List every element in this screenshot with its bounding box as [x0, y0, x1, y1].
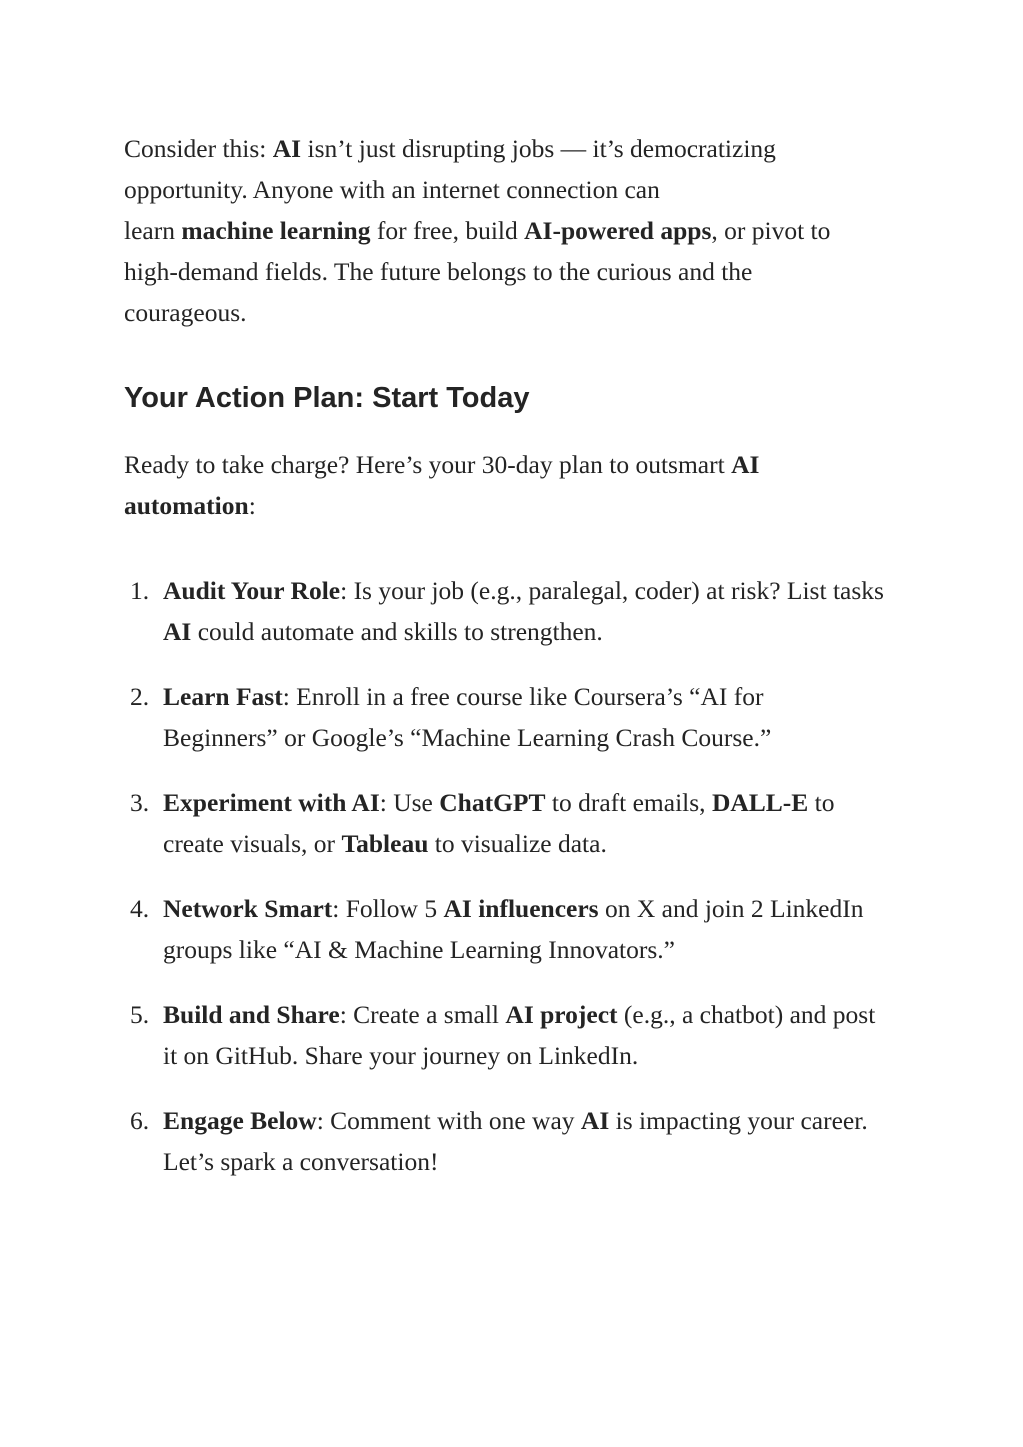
step-bold: ChatGPT	[439, 788, 546, 817]
step-bold: AI influencers	[443, 894, 599, 923]
list-number: 5.	[130, 1000, 150, 1029]
step-bold: DALL-E	[711, 788, 809, 817]
list-item	[124, 676, 884, 758]
step-text: : Enroll in a free course like Coursera’s “AI for Beginners” or Google’s “Machine Learning Crash Course.”	[163, 682, 772, 752]
step-bold: AI	[580, 1106, 610, 1135]
list-item	[124, 1100, 884, 1182]
section-heading: Your Action Plan: Start Today	[124, 382, 530, 414]
step-text: : Is your job (e.g., paralegal, coder) at risk? List tasks	[340, 576, 884, 605]
intro-text: isn’t just disrupting jobs — it’s democratizing opportunity. Anyone with an internet connection can	[124, 134, 776, 204]
step-title: Experiment with AI	[163, 788, 380, 817]
step-title: Build and Share	[163, 1000, 340, 1029]
lead-tail: :	[248, 491, 256, 520]
step-text: : Comment with one way	[316, 1106, 581, 1135]
intro-text: Consider this:	[124, 134, 273, 163]
intro-bold-ai: AI	[272, 134, 302, 163]
list-item	[124, 570, 884, 652]
step-title: Network Smart	[163, 894, 333, 923]
intro-text: , or pivot to high-demand fields. The future belongs to the curious and the courageous.	[124, 216, 831, 327]
lead-paragraph	[124, 444, 884, 526]
step-title: Engage Below	[163, 1106, 317, 1135]
list-item	[124, 888, 884, 970]
action-plan-list	[124, 570, 884, 1182]
step-bold: AI	[163, 617, 192, 646]
intro-text: for free, build	[370, 216, 525, 245]
step-title: Learn Fast	[163, 682, 283, 711]
step-text: on X and join 2 LinkedIn groups like “AI & Machine Learning Innovators.”	[163, 894, 864, 964]
list-number: 6.	[130, 1106, 150, 1135]
article-body	[124, 128, 884, 1206]
step-text: could automate and skills to strengthen.	[191, 617, 603, 646]
intro-bold-machine-learning: machine learning	[181, 216, 371, 245]
list-number: 3.	[130, 788, 150, 817]
step-text: to draft emails,	[545, 788, 712, 817]
intro-paragraph	[124, 128, 874, 333]
step-text: : Follow 5	[332, 894, 444, 923]
step-text: (e.g., a chatbot) and post it on GitHub. Share your journey on LinkedIn.	[163, 1000, 876, 1070]
list-number: 4.	[130, 894, 150, 923]
intro-text: learn	[124, 216, 182, 245]
list-item	[124, 782, 884, 864]
step-text: : Use	[379, 788, 440, 817]
step-bold: AI project	[505, 1000, 618, 1029]
step-text: to visualize data.	[428, 829, 607, 858]
step-text: is impacting your career. Let’s spark a conversation!	[163, 1106, 868, 1176]
intro-bold-ai-powered-apps: AI-powered apps	[524, 216, 712, 245]
step-text: : Create a small	[339, 1000, 506, 1029]
step-bold: Tableau	[341, 829, 429, 858]
list-number: 2.	[130, 682, 150, 711]
list-number: 1.	[130, 576, 150, 605]
lead-text: Ready to take charge? Here’s your 30-day plan to outsmart	[124, 450, 732, 479]
step-text: to create visuals, or	[163, 788, 835, 858]
lead-bold: AI automation	[124, 450, 760, 520]
step-title: Audit Your Role	[163, 576, 341, 605]
list-item	[124, 994, 884, 1076]
